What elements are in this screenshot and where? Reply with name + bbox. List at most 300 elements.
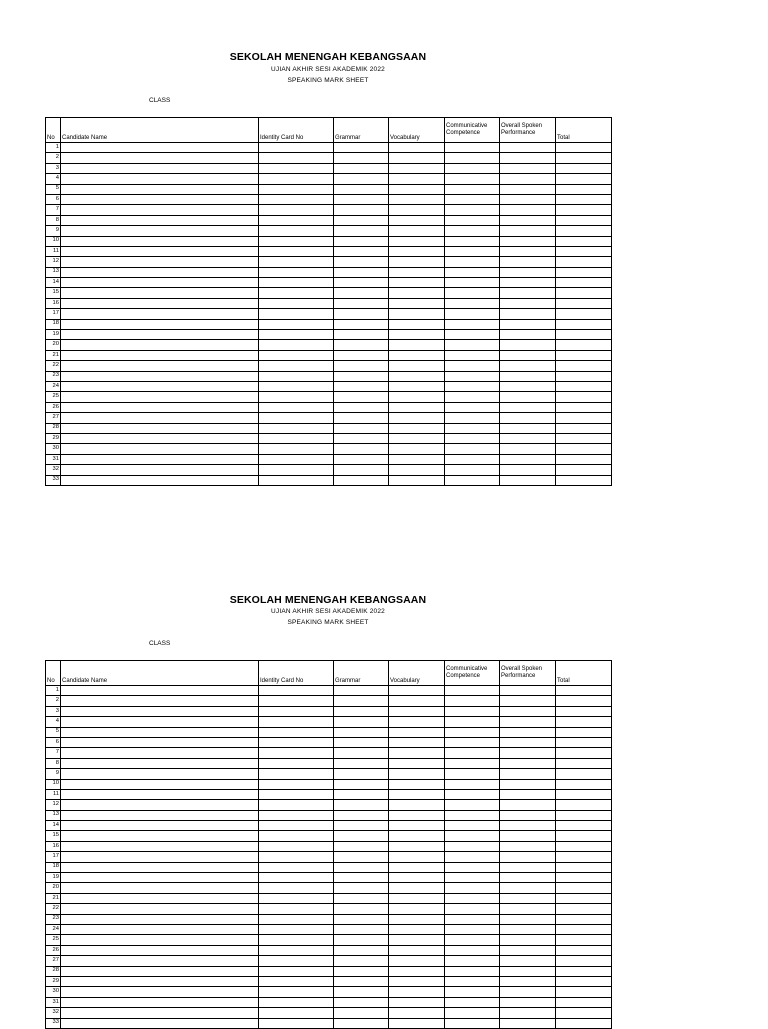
identity-card-cell[interactable] [259,904,334,914]
vocabulary-cell[interactable] [389,143,445,153]
total-cell[interactable] [556,841,612,851]
communicative-competence-cell[interactable] [445,789,500,799]
grammar-cell[interactable] [334,475,389,485]
communicative-competence-cell[interactable] [445,267,500,277]
total-cell[interactable] [556,800,612,810]
identity-card-cell[interactable] [259,966,334,976]
overall-spoken-performance-cell[interactable] [500,873,556,883]
overall-spoken-performance-cell[interactable] [500,883,556,893]
grammar-cell[interactable] [334,257,389,267]
total-cell[interactable] [556,914,612,924]
vocabulary-cell[interactable] [389,789,445,799]
grammar-cell[interactable] [334,319,389,329]
overall-spoken-performance-cell[interactable] [500,893,556,903]
overall-spoken-performance-cell[interactable] [500,402,556,412]
overall-spoken-performance-cell[interactable] [500,997,556,1007]
communicative-competence-cell[interactable] [445,779,500,789]
candidate-name-cell[interactable] [61,402,259,412]
candidate-name-cell[interactable] [61,914,259,924]
candidate-name-cell[interactable] [61,821,259,831]
grammar-cell[interactable] [334,163,389,173]
total-cell[interactable] [556,706,612,716]
total-cell[interactable] [556,205,612,215]
overall-spoken-performance-cell[interactable] [500,350,556,360]
total-cell[interactable] [556,381,612,391]
total-cell[interactable] [556,737,612,747]
overall-spoken-performance-cell[interactable] [500,717,556,727]
candidate-name-cell[interactable] [61,924,259,934]
communicative-competence-cell[interactable] [445,1008,500,1018]
candidate-name-cell[interactable] [61,966,259,976]
identity-card-cell[interactable] [259,945,334,955]
identity-card-cell[interactable] [259,174,334,184]
communicative-competence-cell[interactable] [445,465,500,475]
candidate-name-cell[interactable] [61,215,259,225]
identity-card-cell[interactable] [259,924,334,934]
total-cell[interactable] [556,361,612,371]
identity-card-cell[interactable] [259,831,334,841]
total-cell[interactable] [556,852,612,862]
candidate-name-cell[interactable] [61,706,259,716]
overall-spoken-performance-cell[interactable] [500,769,556,779]
total-cell[interactable] [556,226,612,236]
identity-card-cell[interactable] [259,727,334,737]
overall-spoken-performance-cell[interactable] [500,381,556,391]
vocabulary-cell[interactable] [389,966,445,976]
overall-spoken-performance-cell[interactable] [500,904,556,914]
candidate-name-cell[interactable] [61,779,259,789]
identity-card-cell[interactable] [259,883,334,893]
vocabulary-cell[interactable] [389,841,445,851]
vocabulary-cell[interactable] [389,737,445,747]
total-cell[interactable] [556,717,612,727]
vocabulary-cell[interactable] [389,423,445,433]
candidate-name-cell[interactable] [61,381,259,391]
overall-spoken-performance-cell[interactable] [500,444,556,454]
candidate-name-cell[interactable] [61,350,259,360]
grammar-cell[interactable] [334,236,389,246]
overall-spoken-performance-cell[interactable] [500,758,556,768]
total-cell[interactable] [556,862,612,872]
vocabulary-cell[interactable] [389,454,445,464]
total-cell[interactable] [556,246,612,256]
grammar-cell[interactable] [334,423,389,433]
overall-spoken-performance-cell[interactable] [500,976,556,986]
vocabulary-cell[interactable] [389,997,445,1007]
communicative-competence-cell[interactable] [445,475,500,485]
total-cell[interactable] [556,748,612,758]
candidate-name-cell[interactable] [61,800,259,810]
identity-card-cell[interactable] [259,309,334,319]
total-cell[interactable] [556,350,612,360]
identity-card-cell[interactable] [259,852,334,862]
candidate-name-cell[interactable] [61,475,259,485]
overall-spoken-performance-cell[interactable] [500,475,556,485]
grammar-cell[interactable] [334,810,389,820]
grammar-cell[interactable] [334,350,389,360]
identity-card-cell[interactable] [259,997,334,1007]
total-cell[interactable] [556,727,612,737]
communicative-competence-cell[interactable] [445,893,500,903]
communicative-competence-cell[interactable] [445,392,500,402]
vocabulary-cell[interactable] [389,727,445,737]
communicative-competence-cell[interactable] [445,423,500,433]
identity-card-cell[interactable] [259,402,334,412]
total-cell[interactable] [556,935,612,945]
communicative-competence-cell[interactable] [445,340,500,350]
candidate-name-cell[interactable] [61,883,259,893]
vocabulary-cell[interactable] [389,924,445,934]
communicative-competence-cell[interactable] [445,402,500,412]
grammar-cell[interactable] [334,686,389,696]
communicative-competence-cell[interactable] [445,226,500,236]
communicative-competence-cell[interactable] [445,914,500,924]
grammar-cell[interactable] [334,371,389,381]
grammar-cell[interactable] [334,309,389,319]
identity-card-cell[interactable] [259,475,334,485]
total-cell[interactable] [556,904,612,914]
candidate-name-cell[interactable] [61,789,259,799]
grammar-cell[interactable] [334,194,389,204]
candidate-name-cell[interactable] [61,831,259,841]
total-cell[interactable] [556,163,612,173]
communicative-competence-cell[interactable] [445,194,500,204]
vocabulary-cell[interactable] [389,184,445,194]
candidate-name-cell[interactable] [61,737,259,747]
grammar-cell[interactable] [334,841,389,851]
grammar-cell[interactable] [334,976,389,986]
grammar-cell[interactable] [334,444,389,454]
grammar-cell[interactable] [334,330,389,340]
candidate-name-cell[interactable] [61,465,259,475]
identity-card-cell[interactable] [259,789,334,799]
overall-spoken-performance-cell[interactable] [500,267,556,277]
vocabulary-cell[interactable] [389,319,445,329]
grammar-cell[interactable] [334,717,389,727]
identity-card-cell[interactable] [259,153,334,163]
grammar-cell[interactable] [334,831,389,841]
total-cell[interactable] [556,810,612,820]
vocabulary-cell[interactable] [389,821,445,831]
vocabulary-cell[interactable] [389,392,445,402]
total-cell[interactable] [556,465,612,475]
overall-spoken-performance-cell[interactable] [500,309,556,319]
candidate-name-cell[interactable] [61,873,259,883]
vocabulary-cell[interactable] [389,831,445,841]
vocabulary-cell[interactable] [389,226,445,236]
overall-spoken-performance-cell[interactable] [500,966,556,976]
vocabulary-cell[interactable] [389,298,445,308]
overall-spoken-performance-cell[interactable] [500,194,556,204]
overall-spoken-performance-cell[interactable] [500,298,556,308]
vocabulary-cell[interactable] [389,987,445,997]
identity-card-cell[interactable] [259,987,334,997]
grammar-cell[interactable] [334,174,389,184]
candidate-name-cell[interactable] [61,257,259,267]
grammar-cell[interactable] [334,956,389,966]
vocabulary-cell[interactable] [389,361,445,371]
vocabulary-cell[interactable] [389,893,445,903]
candidate-name-cell[interactable] [61,423,259,433]
communicative-competence-cell[interactable] [445,319,500,329]
grammar-cell[interactable] [334,1008,389,1018]
candidate-name-cell[interactable] [61,184,259,194]
communicative-competence-cell[interactable] [445,298,500,308]
total-cell[interactable] [556,789,612,799]
candidate-name-cell[interactable] [61,769,259,779]
candidate-name-cell[interactable] [61,987,259,997]
candidate-name-cell[interactable] [61,893,259,903]
vocabulary-cell[interactable] [389,402,445,412]
candidate-name-cell[interactable] [61,143,259,153]
vocabulary-cell[interactable] [389,914,445,924]
vocabulary-cell[interactable] [389,174,445,184]
vocabulary-cell[interactable] [389,696,445,706]
grammar-cell[interactable] [334,800,389,810]
overall-spoken-performance-cell[interactable] [500,433,556,443]
vocabulary-cell[interactable] [389,976,445,986]
communicative-competence-cell[interactable] [445,987,500,997]
communicative-competence-cell[interactable] [445,163,500,173]
grammar-cell[interactable] [334,789,389,799]
communicative-competence-cell[interactable] [445,841,500,851]
grammar-cell[interactable] [334,706,389,716]
communicative-competence-cell[interactable] [445,924,500,934]
overall-spoken-performance-cell[interactable] [500,924,556,934]
grammar-cell[interactable] [334,997,389,1007]
vocabulary-cell[interactable] [389,1018,445,1028]
overall-spoken-performance-cell[interactable] [500,236,556,246]
identity-card-cell[interactable] [259,298,334,308]
candidate-name-cell[interactable] [61,236,259,246]
identity-card-cell[interactable] [259,340,334,350]
grammar-cell[interactable] [334,1018,389,1028]
communicative-competence-cell[interactable] [445,810,500,820]
grammar-cell[interactable] [334,696,389,706]
grammar-cell[interactable] [334,987,389,997]
total-cell[interactable] [556,475,612,485]
vocabulary-cell[interactable] [389,935,445,945]
communicative-competence-cell[interactable] [445,184,500,194]
vocabulary-cell[interactable] [389,945,445,955]
identity-card-cell[interactable] [259,205,334,215]
communicative-competence-cell[interactable] [445,236,500,246]
communicative-competence-cell[interactable] [445,976,500,986]
identity-card-cell[interactable] [259,956,334,966]
grammar-cell[interactable] [334,465,389,475]
identity-card-cell[interactable] [259,444,334,454]
communicative-competence-cell[interactable] [445,309,500,319]
grammar-cell[interactable] [334,340,389,350]
overall-spoken-performance-cell[interactable] [500,143,556,153]
total-cell[interactable] [556,319,612,329]
grammar-cell[interactable] [334,205,389,215]
overall-spoken-performance-cell[interactable] [500,246,556,256]
communicative-competence-cell[interactable] [445,433,500,443]
candidate-name-cell[interactable] [61,194,259,204]
grammar-cell[interactable] [334,402,389,412]
identity-card-cell[interactable] [259,371,334,381]
identity-card-cell[interactable] [259,914,334,924]
overall-spoken-performance-cell[interactable] [500,174,556,184]
total-cell[interactable] [556,1018,612,1028]
vocabulary-cell[interactable] [389,444,445,454]
overall-spoken-performance-cell[interactable] [500,831,556,841]
vocabulary-cell[interactable] [389,163,445,173]
total-cell[interactable] [556,1008,612,1018]
candidate-name-cell[interactable] [61,997,259,1007]
candidate-name-cell[interactable] [61,330,259,340]
communicative-competence-cell[interactable] [445,945,500,955]
communicative-competence-cell[interactable] [445,278,500,288]
candidate-name-cell[interactable] [61,205,259,215]
total-cell[interactable] [556,966,612,976]
candidate-name-cell[interactable] [61,444,259,454]
total-cell[interactable] [556,924,612,934]
identity-card-cell[interactable] [259,862,334,872]
candidate-name-cell[interactable] [61,748,259,758]
communicative-competence-cell[interactable] [445,350,500,360]
vocabulary-cell[interactable] [389,475,445,485]
grammar-cell[interactable] [334,748,389,758]
identity-card-cell[interactable] [259,319,334,329]
communicative-competence-cell[interactable] [445,454,500,464]
identity-card-cell[interactable] [259,779,334,789]
grammar-cell[interactable] [334,873,389,883]
identity-card-cell[interactable] [259,392,334,402]
vocabulary-cell[interactable] [389,371,445,381]
candidate-name-cell[interactable] [61,361,259,371]
communicative-competence-cell[interactable] [445,956,500,966]
total-cell[interactable] [556,831,612,841]
candidate-name-cell[interactable] [61,696,259,706]
communicative-competence-cell[interactable] [445,904,500,914]
communicative-competence-cell[interactable] [445,444,500,454]
total-cell[interactable] [556,184,612,194]
candidate-name-cell[interactable] [61,288,259,298]
identity-card-cell[interactable] [259,143,334,153]
identity-card-cell[interactable] [259,810,334,820]
grammar-cell[interactable] [334,153,389,163]
identity-card-cell[interactable] [259,686,334,696]
communicative-competence-cell[interactable] [445,413,500,423]
communicative-competence-cell[interactable] [445,246,500,256]
candidate-name-cell[interactable] [61,226,259,236]
identity-card-cell[interactable] [259,278,334,288]
vocabulary-cell[interactable] [389,706,445,716]
communicative-competence-cell[interactable] [445,748,500,758]
candidate-name-cell[interactable] [61,976,259,986]
identity-card-cell[interactable] [259,769,334,779]
communicative-competence-cell[interactable] [445,883,500,893]
total-cell[interactable] [556,143,612,153]
total-cell[interactable] [556,174,612,184]
communicative-competence-cell[interactable] [445,215,500,225]
candidate-name-cell[interactable] [61,758,259,768]
total-cell[interactable] [556,893,612,903]
vocabulary-cell[interactable] [389,862,445,872]
overall-spoken-performance-cell[interactable] [500,340,556,350]
total-cell[interactable] [556,433,612,443]
identity-card-cell[interactable] [259,893,334,903]
communicative-competence-cell[interactable] [445,257,500,267]
grammar-cell[interactable] [334,413,389,423]
communicative-competence-cell[interactable] [445,153,500,163]
overall-spoken-performance-cell[interactable] [500,852,556,862]
identity-card-cell[interactable] [259,330,334,340]
total-cell[interactable] [556,330,612,340]
candidate-name-cell[interactable] [61,686,259,696]
identity-card-cell[interactable] [259,821,334,831]
grammar-cell[interactable] [334,852,389,862]
vocabulary-cell[interactable] [389,257,445,267]
total-cell[interactable] [556,371,612,381]
vocabulary-cell[interactable] [389,758,445,768]
grammar-cell[interactable] [334,758,389,768]
candidate-name-cell[interactable] [61,727,259,737]
vocabulary-cell[interactable] [389,205,445,215]
overall-spoken-performance-cell[interactable] [500,841,556,851]
candidate-name-cell[interactable] [61,392,259,402]
grammar-cell[interactable] [334,215,389,225]
vocabulary-cell[interactable] [389,194,445,204]
vocabulary-cell[interactable] [389,686,445,696]
overall-spoken-performance-cell[interactable] [500,205,556,215]
total-cell[interactable] [556,758,612,768]
overall-spoken-performance-cell[interactable] [500,737,556,747]
identity-card-cell[interactable] [259,381,334,391]
candidate-name-cell[interactable] [61,852,259,862]
total-cell[interactable] [556,686,612,696]
candidate-name-cell[interactable] [61,810,259,820]
identity-card-cell[interactable] [259,841,334,851]
candidate-name-cell[interactable] [61,319,259,329]
total-cell[interactable] [556,392,612,402]
grammar-cell[interactable] [334,267,389,277]
grammar-cell[interactable] [334,454,389,464]
communicative-competence-cell[interactable] [445,800,500,810]
overall-spoken-performance-cell[interactable] [500,257,556,267]
communicative-competence-cell[interactable] [445,381,500,391]
identity-card-cell[interactable] [259,696,334,706]
identity-card-cell[interactable] [259,257,334,267]
total-cell[interactable] [556,873,612,883]
communicative-competence-cell[interactable] [445,935,500,945]
grammar-cell[interactable] [334,904,389,914]
identity-card-cell[interactable] [259,267,334,277]
overall-spoken-performance-cell[interactable] [500,727,556,737]
overall-spoken-performance-cell[interactable] [500,1008,556,1018]
grammar-cell[interactable] [334,737,389,747]
communicative-competence-cell[interactable] [445,686,500,696]
vocabulary-cell[interactable] [389,883,445,893]
total-cell[interactable] [556,236,612,246]
communicative-competence-cell[interactable] [445,758,500,768]
candidate-name-cell[interactable] [61,163,259,173]
overall-spoken-performance-cell[interactable] [500,278,556,288]
overall-spoken-performance-cell[interactable] [500,987,556,997]
total-cell[interactable] [556,696,612,706]
candidate-name-cell[interactable] [61,956,259,966]
grammar-cell[interactable] [334,433,389,443]
candidate-name-cell[interactable] [61,246,259,256]
grammar-cell[interactable] [334,278,389,288]
overall-spoken-performance-cell[interactable] [500,779,556,789]
communicative-competence-cell[interactable] [445,862,500,872]
grammar-cell[interactable] [334,924,389,934]
communicative-competence-cell[interactable] [445,997,500,1007]
total-cell[interactable] [556,288,612,298]
